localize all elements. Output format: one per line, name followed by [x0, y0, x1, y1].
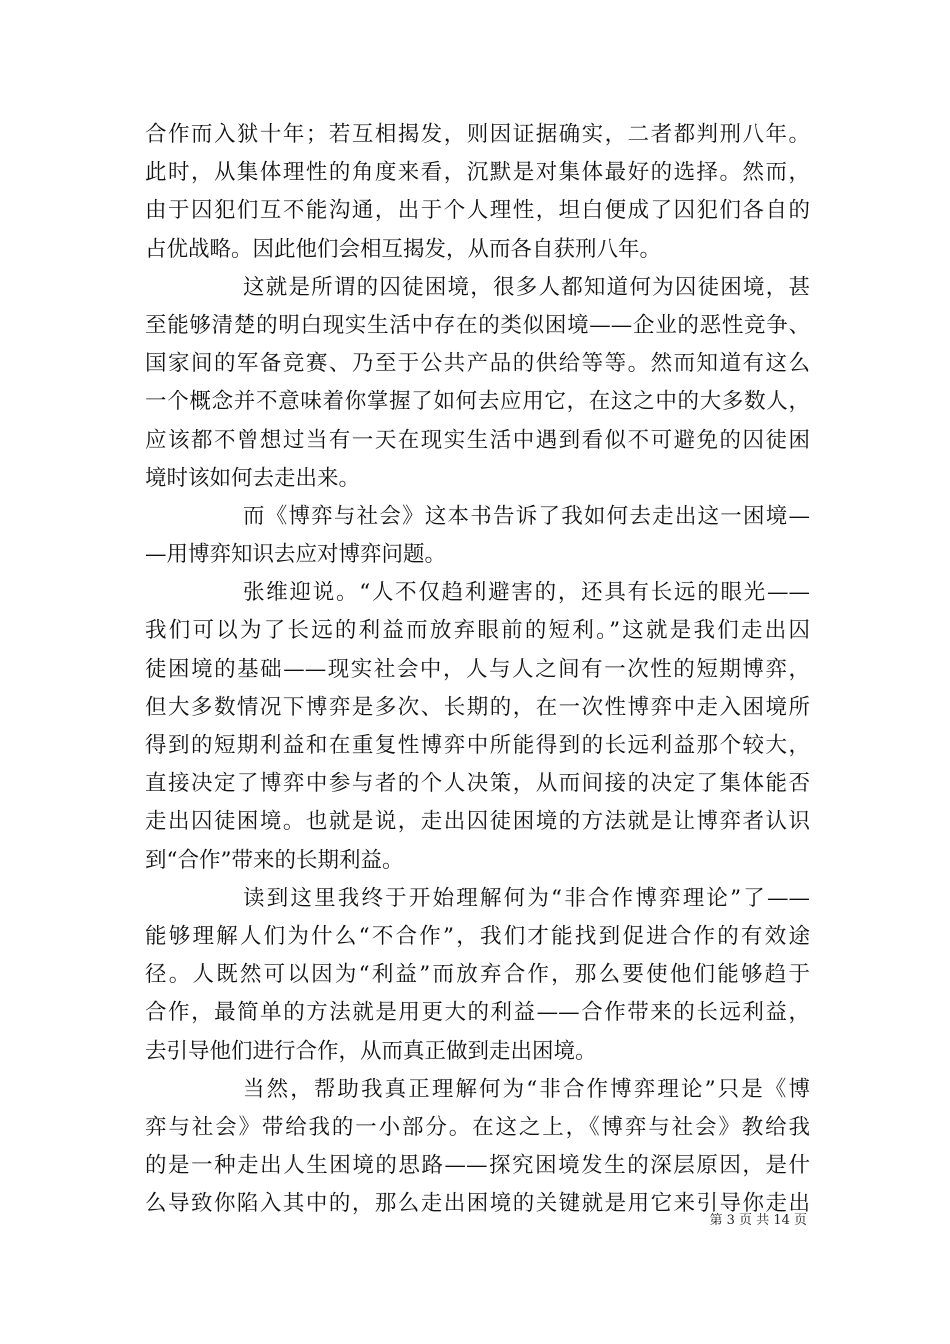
text-line: 去引导他们进行合作，从而真正做到走出困境。 — [145, 1038, 597, 1064]
text-line: 合作，最简单的方法就是用更大的利益——合作带来的长远利益， — [145, 1000, 810, 1026]
text-line: 弈与社会》带给我的一小部分。在这之上，《博弈与社会》教给我 — [145, 1114, 810, 1140]
text-line: 到“合作”带来的长期利益。 — [145, 847, 404, 873]
text-line: 我们可以为了长远的利益而放弃眼前的短利。”这就是我们走出囚 — [145, 618, 810, 644]
text-line: 直接决定了博弈中参与者的个人决策，从而间接的决定了集体能否 — [145, 771, 810, 797]
paragraph-first-line: 张维迎说。“人不仅趋利避害的，还具有长远的眼光—— — [243, 580, 810, 606]
text-line: 合作而入狱十年；若互相揭发，则因证据确实，二者都判刑八年。 — [145, 122, 810, 147]
text-line: 国家间的军备竞赛、乃至于公共产品的供给等等。然而知道有这么 — [145, 351, 810, 377]
text-line: 走出囚徒困境。也就是说，走出囚徒困境的方法就是让博弈者认识 — [145, 809, 810, 835]
text-line: 的是一种走出人生困境的思路——探究困境发生的深层原因，是什 — [145, 1153, 810, 1179]
text-line: 得到的短期利益和在重复性博弈中所能得到的长远利益那个较大， — [145, 733, 810, 758]
text-line: 占优战略。因此他们会相互揭发，从而各自获刑八年。 — [145, 236, 662, 262]
text-line: 径。人既然可以因为“利益”而放弃合作，那么要使他们能够趋于 — [145, 962, 810, 988]
paragraph-first-line: 当然，帮助我真正理解何为“非合作博弈理论”只是《博 — [243, 1076, 810, 1102]
text-line: 徒困境的基础——现实社会中，人与人之间有一次性的短期博弈， — [145, 656, 810, 682]
text-line: 但大多数情况下博弈是多次、长期的，在一次性博弈中走入困境所 — [145, 694, 810, 720]
text-line: 此时，从集体理性的角度来看，沉默是对集体最好的选择。然而， — [145, 160, 810, 186]
paragraph-first-line: 这就是所谓的囚徒困境，很多人都知道何为囚徒困境，甚 — [243, 274, 810, 300]
paragraph-first-line: 而《博弈与社会》这本书告诉了我如何去走出这一困境— — [243, 503, 810, 529]
text-line: 境时该如何去走出来。 — [145, 465, 361, 491]
text-line: 么导致你陷入其中的，那么走出困境的关键就是用它来引导你走出 — [145, 1191, 810, 1217]
text-line: —用博弈知识去应对博弈问题。 — [145, 542, 447, 568]
page-number-footer: 第 3 页 共 14 页 — [709, 1213, 807, 1228]
text-line: 一个概念并不意味着你掌握了如何去应用它，在这之中的大多数人， — [145, 389, 810, 415]
paragraph-first-line: 读到这里我终于开始理解何为“非合作博弈理论”了—— — [243, 885, 810, 911]
text-line: 能够理解人们为什么“不合作”，我们才能找到促进合作的有效途 — [145, 923, 810, 949]
text-line: 由于囚犯们互不能沟通，出于个人理性，坦白便成了囚犯们各自的 — [145, 198, 810, 224]
text-line: 至能够清楚的明白现实生活中存在的类似困境——企业的恶性竞争、 — [145, 312, 810, 338]
text-line: 应该都不曾想过当有一天在现实生活中遇到看似不可避免的囚徒困 — [145, 427, 810, 453]
body-text — [145, 116, 810, 1223]
